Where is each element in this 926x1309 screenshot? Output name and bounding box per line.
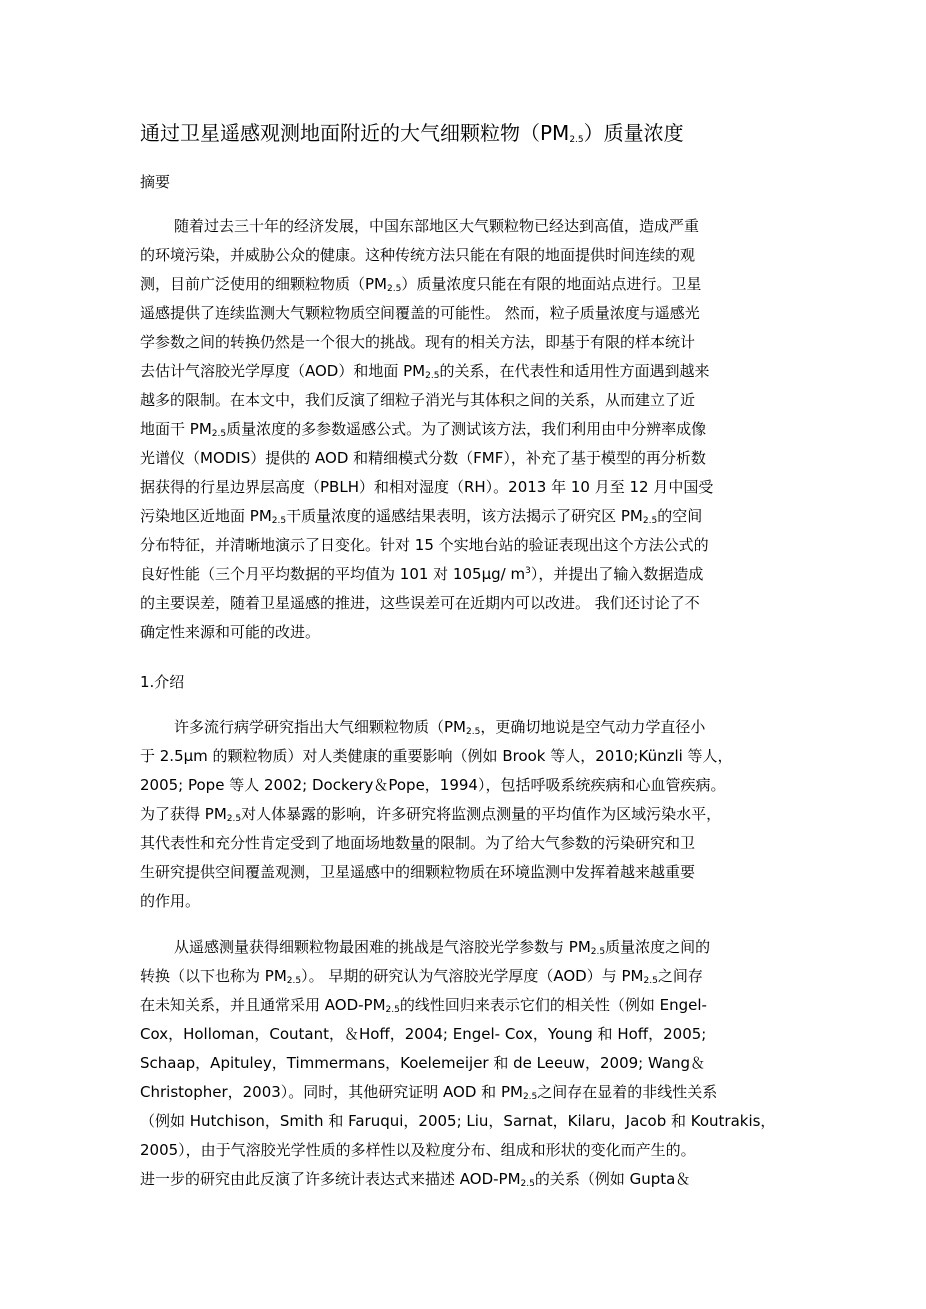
title-text-end: ）质量浓度 xyxy=(583,121,684,145)
intro1-line-4: 为了获得 $PM_{2.5}$对人体暴露的影响，许多研究将监测点测量的平均值作为区域污染水平， xyxy=(140,805,722,824)
title-subscript: 2.5 xyxy=(569,135,584,145)
abstract-line-2: 的环境污染，并威胁公众的健康。这种传统方法只能在有限的地面提供时间连续的观 xyxy=(140,246,696,264)
abstract-line-12: 分布特征，并清晰地演示了日变化。针对 15 个实地台站的验证表现出这个方法公式的 xyxy=(140,536,709,554)
abstract-line-9: 光谱仪（MODIS）提供的 AOD 和精细模式分数（FMF），补充了基于模型的再分析数 xyxy=(140,449,706,467)
abstract-line-11: 污染地区近地面 $PM_{2.5}$干质量浓度的遥感结果表明，该方法揭示了研究区 $PM_{2.5}$的空间 xyxy=(140,507,703,526)
abstract-line-8: 地面干 $PM_{2.5}$质量浓度的多参数遥感公式。为了测试该方法，我们利用由中分辨率成像 xyxy=(140,420,707,439)
abstract-line-10: 据获得的行星边界层高度（PBLH）和相对湿度（RH）。2013 年 10 月至 12 月中国受 xyxy=(140,478,714,496)
abstract-line-3: 测，目前广泛使用的细颗粒物质$(PM_{2.5})$质量浓度只能在有限的地面站点进行。卫星 xyxy=(140,275,702,294)
intro2-line-7: （例如 Hutchison，Smith 和 Faruqui，2005; Liu，Sarnat，Kilaru，Jacob 和 Koutrakis， xyxy=(140,1112,776,1130)
abstract-heading: 摘要 xyxy=(140,173,171,191)
abstract-line-7: 越多的限制。在本文中，我们反演了细粒子消光与其体积之间的关系，从而建立了近 xyxy=(140,391,696,409)
intro2-line-8: 2005），由于气溶胶光学性质的多样性以及粒度分布、组成和形状的变化而产生的。 xyxy=(140,1141,696,1159)
intro2-line-4: Cox，Holloman，Coutant，＆Hoff，2004; Engel- Cox，Young 和 Hoff，2005; xyxy=(140,1025,707,1043)
section-heading-introduction: 1.介绍 xyxy=(140,673,185,691)
abstract-line-1: 随着过去三十年的经济发展，中国东部地区大气颗粒物已经达到高值，造成严重 xyxy=(174,217,700,235)
abstract-line-6: 去估计气溶胶光学厚度（AOD）和地面 $PM_{2.5}$的关系，在代表性和适用性方面遇到越来 xyxy=(140,362,710,381)
intro1-line-3: 2005; Pope 等人 2002; Dockery＆Pope，1994），包括呼吸系统疾病和心血管疾病。 xyxy=(140,776,726,794)
intro1-line-1: 许多流行病学研究指出大气细颗粒物质（$PM_{2.5}$，更确切地说是空气动力学直径小 xyxy=(174,718,706,737)
abstract-line-5: 学参数之间的转换仍然是一个很大的挑战。现有的相关方法，即基于有限的样本统计 xyxy=(140,333,696,351)
abstract-line-4: 遥感提供了连续监测大气颗粒物质空间覆盖的可能性。 然而，粒子质量浓度与遥感光 xyxy=(140,304,700,322)
intro1-line-6: 生研究提供空间覆盖观测，卫星遥感中的细颗粒物质在环境监测中发挥着越来越重要 xyxy=(140,863,696,881)
intro1-line-2: 于 2.5μm 的颗粒物质）对人类健康的重要影响（例如 Brook 等人，2010;Künzli 等人， xyxy=(140,747,733,765)
intro2-line-5: Schaap，Apituley，Timmermans，Koelemeijer 和 de Leeuw，2009; Wang＆ xyxy=(140,1054,706,1072)
paper-title xyxy=(140,118,840,148)
abstract-line-13: 良好性能（三个月平均数据的平均值为 101 对 105μg/ $m^3$），并提出了输入数据造成 xyxy=(140,565,704,583)
intro2-line-1: 从遥感测量获得细颗粒物最困难的挑战是气溶胶光学参数与 $PM_{2.5}$质量浓度之间的 xyxy=(174,938,711,957)
title-text: 通过卫星遥感观测地面附近的大气细颗粒物（PM xyxy=(140,121,570,145)
abstract-line-14: 的主要误差，随着卫星遥感的推进，这些误差可在近期内可以改进。 我们还讨论了不 xyxy=(140,594,700,612)
abstract-line-15: 确定性来源和可能的改进。 xyxy=(140,623,321,641)
intro2-line-2: 转换（以下也称为 $PM_{2.5}$）。 早期的研究认为气溶胶光学厚度（AOD）与 $PM_{2.5}$之间存 xyxy=(140,967,703,986)
intro2-line-3: 在未知关系，并且通常采用 AOD-$PM_{2.5}$的线性回归来表示它们的相关性（例如 Engel- xyxy=(140,996,707,1015)
intro1-line-5: 其代表性和充分性肯定受到了地面场地数量的限制。为了给大气参数的污染研究和卫 xyxy=(140,834,696,852)
intro2-line-6: Christopher，2003）。同时，其他研究证明 AOD 和 $PM_{2.5}$之间存在显着的非线性关系 xyxy=(140,1083,718,1102)
intro1-line-7: 的作用。 xyxy=(140,892,201,910)
intro2-line-9: 进一步的研究由此反演了许多统计表达式来描述 AOD-$PM_{2.5}$的关系（例如 Gupta＆ xyxy=(140,1170,691,1189)
